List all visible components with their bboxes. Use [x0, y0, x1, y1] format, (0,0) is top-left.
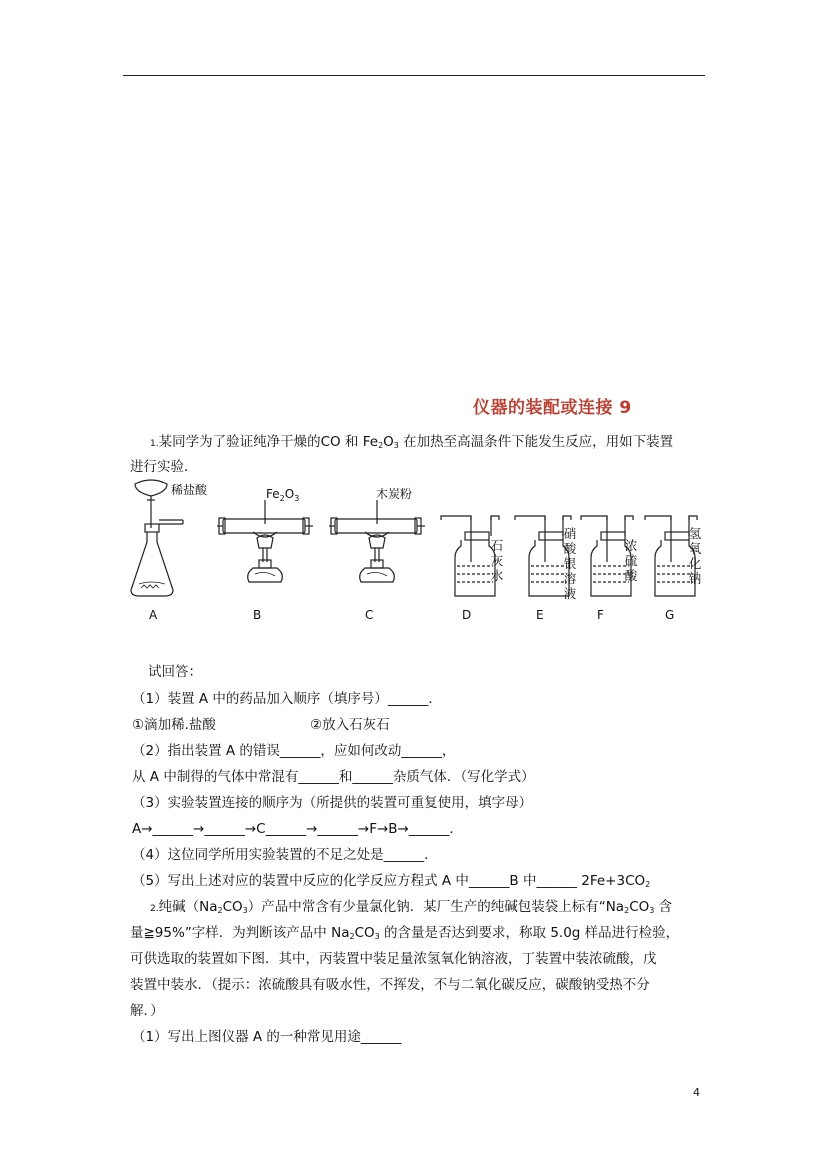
- q2-number: 2.: [150, 904, 159, 914]
- q1-line-2: 进行实验．: [130, 459, 198, 475]
- label-fe2o3: $Fe_2O_3$: [266, 487, 300, 503]
- label-sodium-hydroxide: 氢 氧 化 钠: [688, 526, 702, 586]
- label-sulfuric-acid: 浓 硫 酸: [624, 538, 638, 583]
- apparatus-label-b: B: [253, 608, 262, 622]
- q2-line-1: 2.纯碱$(Na_2CO_3)$产品中常含有少量氯化钠．某厂生产的纯碱包装袋上标有“$Na_2CO_3$ 含: [150, 899, 673, 915]
- answer-intro: 试回答：: [148, 664, 202, 680]
- apparatus-b-drawing: [217, 500, 313, 582]
- answer-option-2: ②放入石灰石: [310, 717, 390, 733]
- page-number: 4: [693, 1086, 700, 1099]
- answer-5: （5）写出上述对应的装置中反应的化学反应方程式 A 中______B 中______ $2Fe+3CO_2$: [132, 873, 651, 889]
- apparatus-label-e: E: [536, 608, 544, 622]
- label-charcoal: 木炭粉: [376, 487, 413, 501]
- q1-number: 1.: [150, 439, 159, 449]
- q1-line-1: 1.某同学为了验证纯净干燥的CO 和 $Fe_2O_3$ 在加热至高温条件下能发生反应，用如下装置: [150, 434, 674, 450]
- apparatus-label-f: F: [597, 608, 604, 622]
- page-title: 仪器的装配或连接 9: [473, 398, 632, 418]
- answer-4: （4）这位同学所用实验装置的不足之处是______．: [132, 847, 438, 863]
- q2-line-3: 可供选取的装置如下图．其中，丙装置中装足量浓氢氧化钠溶液，丁装置中装浓硫酸，戊: [130, 951, 657, 967]
- answer-2: （2）指出装置 A 的错误______，应如何改动______，: [132, 743, 456, 759]
- header-rule: [123, 75, 705, 76]
- apparatus-label-c: C: [365, 608, 374, 622]
- answer-2b: 从 A 中制得的气体中常混有______和______杂质气体．（写化学式）: [132, 769, 535, 785]
- q2-answer-1: （1）写出上图仪器 A 的一种常见用途______: [132, 1029, 402, 1045]
- answer-3b: A→______→______→C______→______→F→B→______．: [132, 821, 463, 837]
- apparatus-label-d: D: [462, 608, 472, 622]
- q2-line-2: 量≧95%”字样．为判断该产品中 $Na_2CO_3$ 的含量是否达到要求，称取 5.0g 样品进行检验，: [130, 925, 680, 941]
- answer-option-1: ①滴加稀.盐酸: [132, 717, 216, 733]
- label-silver-nitrate: 硝 酸 银 溶 液: [563, 526, 577, 601]
- apparatus-label-g: G: [665, 608, 675, 622]
- q2-line-4: 装置中装水．（提示：浓硫酸具有吸水性，不挥发，不与二氧化碳反应，碳酸钠受热不分: [130, 977, 650, 993]
- answer-3: （3）实验装置连接的顺序为（所提供的装置可重复使用，填字母）: [132, 795, 533, 811]
- apparatus-diagram: [125, 478, 710, 628]
- q2-line-5: 解．）: [130, 1003, 164, 1019]
- label-limewater: 石 灰 水: [490, 538, 504, 583]
- apparatus-label-a: A: [149, 608, 158, 622]
- apparatus-c-drawing: [329, 500, 425, 582]
- label-hcl: 稀盐酸: [171, 483, 208, 497]
- apparatus-svg: [125, 478, 710, 628]
- apparatus-a-drawing: [131, 480, 183, 596]
- answer-1: （1）装置 A 中的药品加入顺序（填序号）______．: [132, 691, 442, 707]
